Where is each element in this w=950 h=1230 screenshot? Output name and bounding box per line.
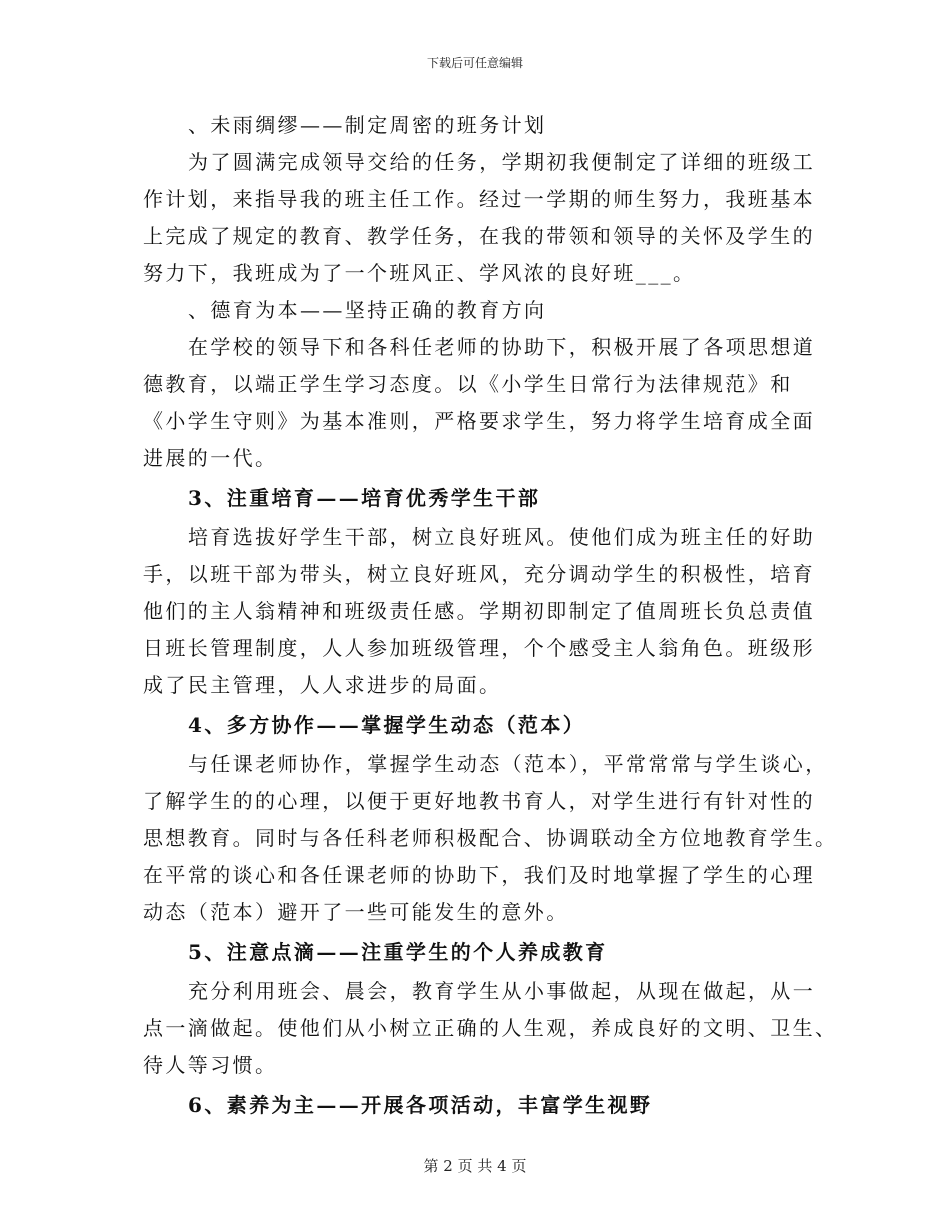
paragraph-line: 手，以班干部为带头，树立良好班风，充分调动学生的积极性，培育: [143, 562, 815, 586]
paragraph-line: 点一滴做起。使他们从小树立正确的人生观，养成良好的文明、卫生、: [143, 1016, 838, 1040]
paragraph-line: 与任课老师协作，掌握学生动态（范本），平常常常与学生谈心，: [188, 752, 828, 776]
section-heading: 3、注重培育——培育优秀学生干部: [188, 486, 541, 510]
paragraph-line: 成了民主管理，人人求进步的局面。: [143, 673, 502, 697]
paragraph-line: 动态（范本）避开了一些可能发生的意外。: [143, 900, 569, 924]
paragraph-line: 努力下，我班成为了一个班风正、学风浓的良好班___。: [143, 261, 696, 285]
paragraph-line: 德教育，以端正学生学习态度。以《小学生日常行为法律规范》和: [143, 372, 793, 396]
paragraph-line: 思想教育。同时与各任科老师积极配合、协调联动全方位地教育学生。: [143, 826, 838, 850]
paragraph-line: 《小学生守则》为基本准则，严格要求学生，努力将学生培育成全面: [143, 409, 815, 433]
paragraph-line: 了解学生的的心理，以便于更好地教书育人，对学生进行有针对性的: [143, 789, 815, 813]
paragraph-line: 作计划，来指导我的班主任工作。经过一学期的师生努力，我班基本: [143, 187, 815, 211]
paragraph-line: 日班长管理制度，人人参加班级管理，个个感受主人翁角色。班级形: [143, 636, 815, 660]
paragraph-line: 上完成了规定的教育、教学任务，在我的带领和领导的关怀及学生的: [143, 224, 815, 248]
document-body: [143, 107, 838, 1126]
section-heading: 、未雨绸缪——制定周密的班务计划: [188, 113, 547, 137]
paragraph-line: 进展的一代。: [143, 446, 278, 470]
paragraph-line: 培育选拔好学生干部，树立良好班风。使他们成为班主任的好助: [188, 525, 816, 549]
paragraph-line: 他们的主人翁精神和班级责任感。学期初即制定了值周班长负总责值: [143, 599, 815, 623]
paragraph-line: 为了圆满完成领导交给的任务，学期初我便制定了详细的班级工: [188, 150, 816, 174]
page-footer: 第 2 页 共 4 页: [423, 1157, 527, 1175]
section-heading: 6、素养为主——开展各项活动，丰富学生视野: [188, 1093, 653, 1117]
paragraph-line: 在学校的领导下和各科任老师的协助下，积极开展了各项思想道: [188, 335, 816, 359]
section-heading: 5、注意点滴——注重学生的个人养成教育: [188, 940, 608, 964]
section-heading: 4、多方协作——掌握学生动态（范本）: [188, 713, 586, 737]
paragraph-line: 待人等习惯。: [143, 1053, 278, 1077]
page-header: 下载后可任意编辑: [426, 56, 523, 70]
section-heading: 、德育为本——坚持正确的教育方向: [188, 298, 547, 322]
paragraph-line: 在平常的谈心和各任课老师的协助下，我们及时地掌握了学生的心理: [143, 863, 815, 887]
paragraph-line: 充分利用班会、晨会，教育学生从小事做起，从现在做起，从一: [188, 979, 816, 1003]
